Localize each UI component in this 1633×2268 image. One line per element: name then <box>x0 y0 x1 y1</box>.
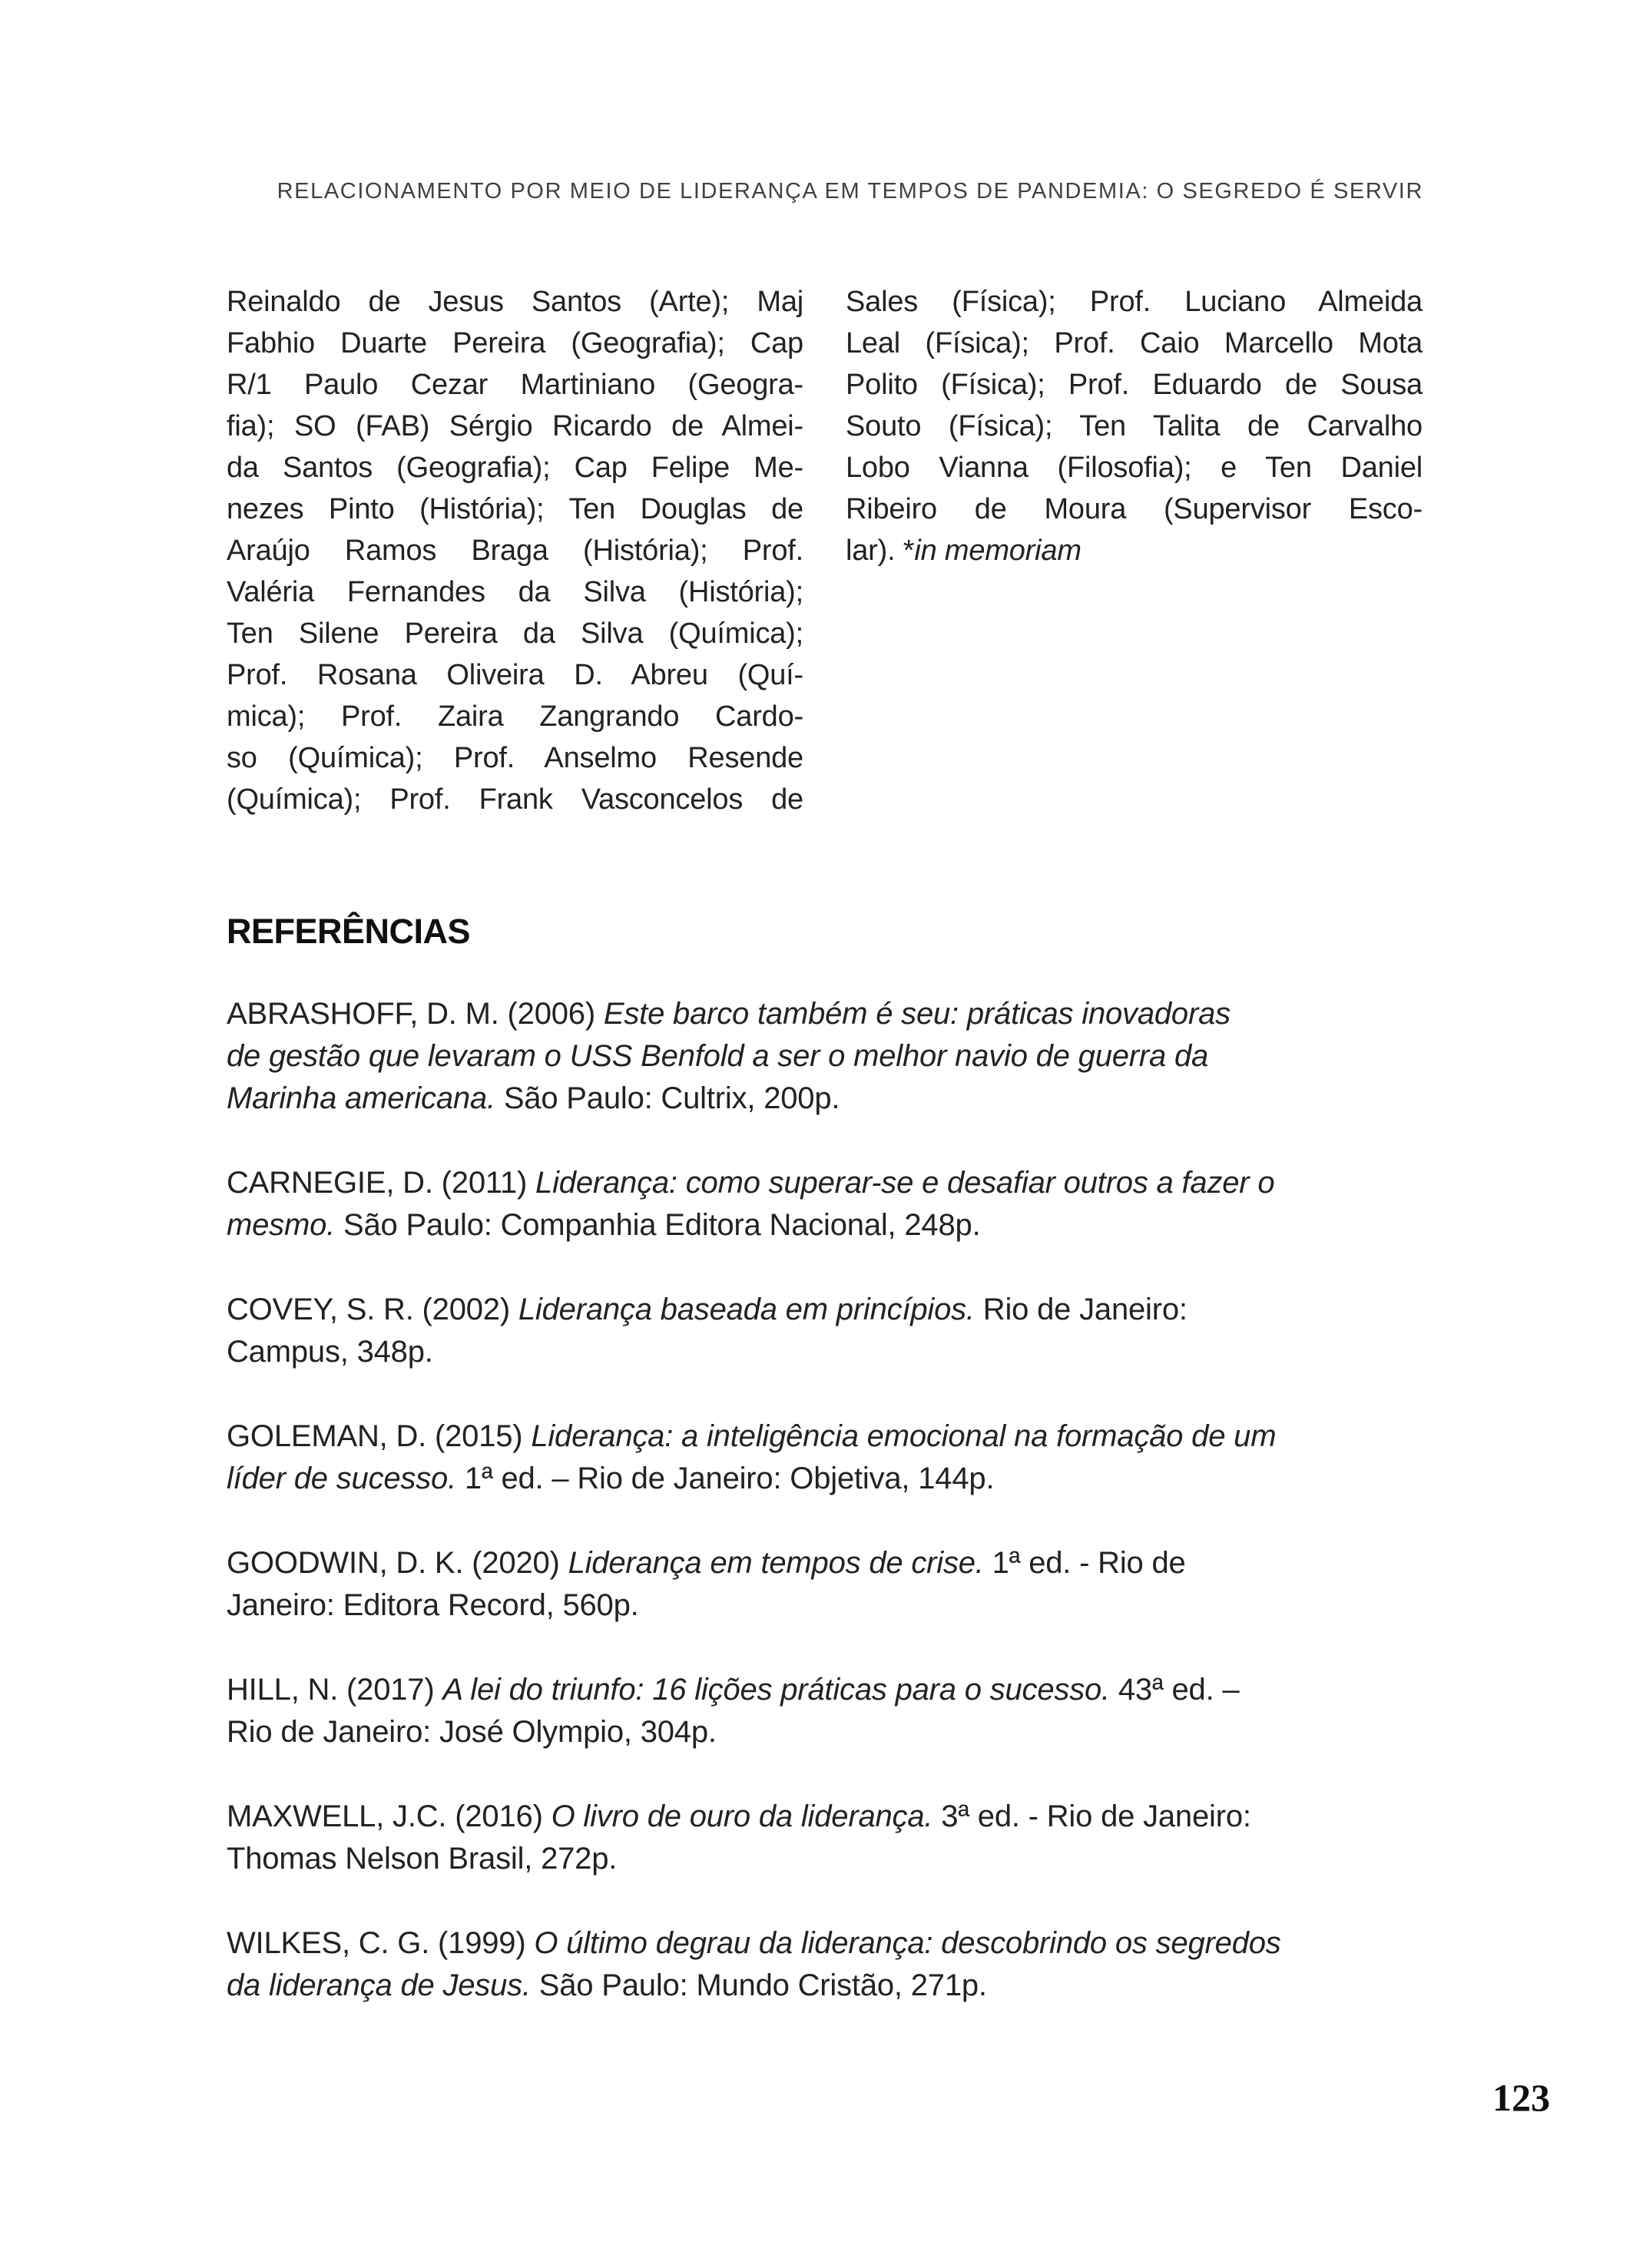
text-segment: 1ª ed. - Rio de <box>983 1546 1186 1580</box>
reference-line <box>227 1035 1423 1078</box>
italic-text-segment: Este barco também é seu: práticas inovadoras <box>603 997 1231 1031</box>
text-segment: Rio de Janeiro: José Olympio, 304p. <box>227 1715 717 1749</box>
reference-entry-7 <box>227 1796 1423 1880</box>
text-segment: WILKES, C. G. (1999) <box>227 1926 535 1960</box>
text-block <box>227 0 1423 2007</box>
reference-line <box>227 1711 1423 1753</box>
text-segment: Ribeiro de Moura (Supervisor Esco- <box>846 493 1423 525</box>
text-segment: Fabhio Duarte Pereira (Geografia); Cap <box>227 327 803 359</box>
acknowledgment-line <box>227 447 803 488</box>
italic-text-segment: O livro de ouro da liderança. <box>551 1800 933 1833</box>
text-segment: Campus, 348p. <box>227 1335 433 1369</box>
text-segment: Lobo Vianna (Filosofia); e Ten Daniel <box>846 452 1423 484</box>
acknowledgment-columns <box>227 281 1423 820</box>
reference-line <box>227 1331 1423 1373</box>
acknowledgment-line <box>846 406 1423 447</box>
reference-line <box>227 1458 1423 1500</box>
italic-text-segment: Liderança em tempos de crise. <box>568 1546 984 1580</box>
references-heading: REFERÊNCIAS <box>227 912 471 951</box>
italic-text-segment: líder de sucesso. <box>227 1462 456 1495</box>
acknowledgment-line <box>846 364 1423 406</box>
text-segment: São Paulo: Cultrix, 200p. <box>495 1081 840 1115</box>
acknowledgment-line <box>227 281 803 323</box>
acknowledgment-line <box>846 447 1423 488</box>
acknowledgment-line <box>227 613 803 654</box>
references-list <box>227 993 1423 2007</box>
italic-text-segment: Liderança: a inteligência emocional na formação de um <box>531 1419 1277 1453</box>
reference-line <box>227 1542 1423 1584</box>
text-segment: ABRASHOFF, D. M. (2006) <box>227 997 604 1031</box>
text-segment: (Química); Prof. Frank Vasconcelos de <box>227 783 803 816</box>
acknowledgment-line <box>846 281 1423 323</box>
reference-entry-1 <box>227 993 1423 1120</box>
italic-text-segment: A lei do triunfo: 16 lições práticas para o sucesso. <box>442 1673 1110 1707</box>
acknowledgment-line <box>227 696 803 737</box>
italic-text-segment: de gestão que levaram o USS Benfold a ser o melhor navio de guerra da <box>227 1039 1209 1073</box>
reference-line <box>227 1838 1423 1880</box>
text-segment: COVEY, S. R. (2002) <box>227 1293 518 1326</box>
reference-line <box>227 1078 1423 1120</box>
reference-line <box>227 993 1423 1035</box>
italic-text-segment: O último degrau da liderança: descobrindo os segredos <box>534 1926 1281 1960</box>
acknowledgment-line <box>846 530 1423 571</box>
acknowledgment-line <box>227 571 803 613</box>
text-segment: Araújo Ramos Braga (História); Prof. <box>227 535 803 567</box>
acknowledgment-line <box>227 779 803 820</box>
text-segment: Janeiro: Editora Record, 560p. <box>227 1588 639 1622</box>
text-segment: Leal (Física); Prof. Caio Marcello Mota <box>846 327 1423 359</box>
reference-entry-4 <box>227 1415 1423 1500</box>
text-segment: São Paulo: Companhia Editora Nacional, 248p. <box>335 1208 981 1242</box>
reference-entry-6 <box>227 1669 1423 1753</box>
acknowledgment-line <box>227 406 803 447</box>
running-header: RELACIONAMENTO POR MEIO DE LIDERANÇA EM TEMPOS DE PANDEMIA: O SEGREDO É SERVIR <box>277 179 1423 204</box>
text-segment: Thomas Nelson Brasil, 272p. <box>227 1842 618 1876</box>
text-segment: R/1 Paulo Cezar Martiniano (Geogra- <box>227 369 803 401</box>
text-segment: GOODWIN, D. K. (2020) <box>227 1546 568 1580</box>
italic-text-segment: Liderança: como superar-se e desafiar outros a fazer o <box>535 1166 1275 1200</box>
text-segment: 1ª ed. – Rio de Janeiro: Objetiva, 144p. <box>455 1462 995 1495</box>
acknowledgment-column-1 <box>227 281 803 820</box>
reference-line <box>227 1669 1423 1711</box>
text-segment: 43ª ed. – <box>1109 1673 1240 1707</box>
text-segment: Rio de Janeiro: <box>974 1293 1187 1326</box>
reference-entry-2 <box>227 1162 1423 1247</box>
acknowledgment-line <box>227 654 803 696</box>
acknowledgment-line <box>227 488 803 530</box>
reference-line <box>227 1204 1423 1247</box>
text-segment: Ten Silene Pereira da Silva (Química); <box>227 617 803 650</box>
acknowledgment-column-2 <box>846 281 1423 820</box>
italic-text-segment: da liderança de Jesus. <box>227 1968 531 2002</box>
reference-entry-8 <box>227 1922 1423 2007</box>
italic-text-segment: in memoriam <box>914 535 1081 567</box>
text-segment: mica); Prof. Zaira Zangrando Cardo- <box>227 700 803 733</box>
acknowledgment-line <box>227 737 803 779</box>
text-segment: Valéria Fernandes da Silva (História); <box>227 576 803 608</box>
reference-line <box>227 1584 1423 1627</box>
page-number: 123 <box>1492 2076 1550 2119</box>
text-segment: Reinaldo de Jesus Santos (Arte); Maj <box>227 286 803 318</box>
reference-line <box>227 1965 1423 2007</box>
reference-line <box>227 1162 1423 1204</box>
text-segment: HILL, N. (2017) <box>227 1673 443 1707</box>
text-segment: Polito (Física); Prof. Eduardo de Sousa <box>846 369 1423 401</box>
text-segment: São Paulo: Mundo Cristão, 271p. <box>530 1968 987 2002</box>
acknowledgment-line <box>227 323 803 364</box>
italic-text-segment: mesmo. <box>227 1208 336 1242</box>
italic-text-segment: Marinha americana. <box>227 1081 495 1115</box>
text-segment: Souto (Física); Ten Talita de Carvalho <box>846 410 1423 442</box>
reference-line <box>227 1922 1423 1965</box>
text-segment: 3ª ed. - Rio de Janeiro: <box>932 1800 1251 1833</box>
reference-entry-5 <box>227 1542 1423 1627</box>
acknowledgment-line <box>227 530 803 571</box>
acknowledgment-line <box>846 323 1423 364</box>
reference-line <box>227 1415 1423 1458</box>
reference-line <box>227 1796 1423 1838</box>
text-segment: lar). * <box>846 535 915 567</box>
text-segment: nezes Pinto (História); Ten Douglas de <box>227 493 803 525</box>
italic-text-segment: Liderança baseada em princípios. <box>518 1293 975 1326</box>
text-segment: CARNEGIE, D. (2011) <box>227 1166 536 1200</box>
reference-entry-3 <box>227 1289 1423 1373</box>
text-segment: Prof. Rosana Oliveira D. Abreu (Quí- <box>227 659 803 691</box>
text-segment: GOLEMAN, D. (2015) <box>227 1419 532 1453</box>
text-segment: fia); SO (FAB) Sérgio Ricardo de Almei- <box>227 410 803 442</box>
text-segment: MAXWELL, J.C. (2016) <box>227 1800 552 1833</box>
text-segment: so (Química); Prof. Anselmo Resende <box>227 742 803 774</box>
text-segment: Sales (Física); Prof. Luciano Almeida <box>846 286 1423 318</box>
acknowledgment-line <box>227 364 803 406</box>
text-segment: da Santos (Geografia); Cap Felipe Me- <box>227 452 803 484</box>
acknowledgment-line <box>846 488 1423 530</box>
reference-line <box>227 1289 1423 1331</box>
